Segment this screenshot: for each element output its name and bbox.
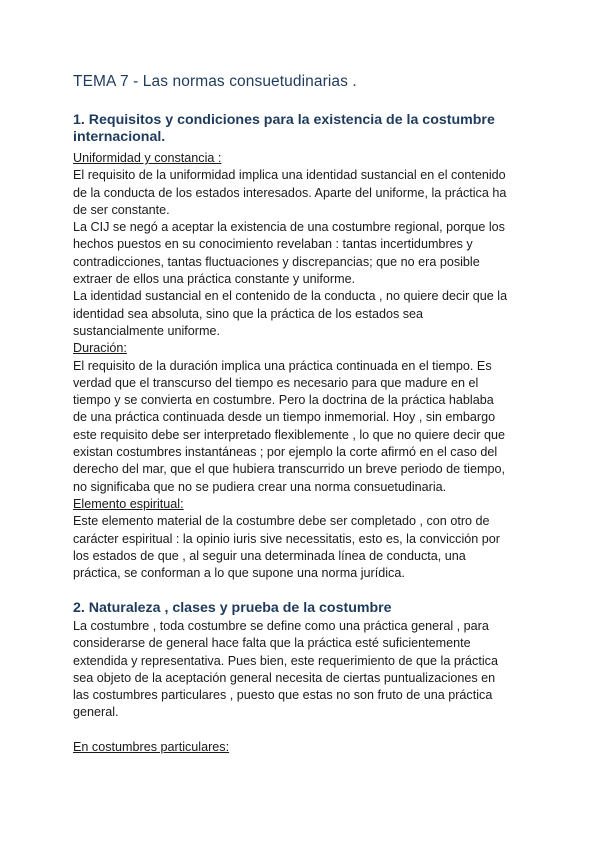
section-1-heading-line: 1. Requisitos y condiciones para la existencia de la costumbre: [73, 112, 495, 128]
subsection-uniformidad: [73, 150, 533, 582]
paragraph-line: general.: [73, 705, 119, 720]
subsection-label: Elemento espiritual:: [73, 496, 184, 511]
paragraph-line: de la conducta de los estados interesados. Aparte del uniforme, la práctica ha: [73, 185, 507, 200]
paragraph-line: derecho del mar, que el que hubiera transcurrido un breve periodo de tiempo,: [73, 462, 505, 477]
section-1-heading-line: internacional.: [73, 129, 166, 145]
paragraph-line: verdad que el transcurso del tiempo es necesario para que madure en el: [73, 375, 479, 390]
paragraph-line: La costumbre , toda costumbre se define como una práctica general , para: [73, 619, 489, 633]
paragraph-line: este requisito debe ser interpretado flexiblemente , lo que no quiere decir que: [73, 427, 505, 442]
subsection-label: Uniformidad y constancia :: [73, 151, 222, 165]
paragraph-line: tiempo y se convierta en costumbre. Pero la doctrina de la práctica hablaba: [73, 393, 494, 408]
section-2-body: [73, 618, 533, 722]
subsection-label: Duración:: [73, 341, 127, 356]
paragraph-line: extraer de ellos una práctica constante y uniforme.: [73, 272, 356, 287]
page-title: TEMA 7 - Las normas consuetudinarias .: [73, 73, 357, 90]
paragraph-line: carácter espiritual : la opinio iuris sive necessitatis, esto es, la convicción por: [73, 531, 500, 546]
paragraph-line: los estados de que , al seguir una determinada línea de conducta, una: [73, 548, 466, 563]
paragraph-line: considerarse de general hace falta que la práctica esté suficientemente: [73, 636, 471, 651]
paragraph-line: hechos puestos en su conocimiento revelaban : tantas incertidumbres y: [73, 237, 473, 252]
paragraph-line: existan costumbres instantáneas ; por ejemplo la corte afirmó en el caso del: [73, 445, 498, 460]
paragraph-line: práctica, se conforman a lo que supone una norma jurídica.: [73, 566, 405, 581]
section-2-heading: 2. Naturaleza , clases y prueba de la costumbre: [73, 600, 392, 616]
paragraph-line: La identidad sustancial en el contenido de la conducta , no quiere decir que la: [73, 289, 508, 304]
paragraph-line: sea objeto de la aceptación general necesita de ciertas puntualizaciones en: [73, 670, 496, 685]
paragraph-line: El requisito de la uniformidad implica una identidad sustancial en el contenido: [73, 168, 506, 183]
paragraph-line: sustancialmente uniforme.: [73, 323, 220, 338]
paragraph-line: El requisito de la duración implica una práctica continuada en el tiempo. Es: [73, 358, 492, 373]
paragraph-line: extendida y representativa. Pues bien, este requerimiento de que la práctica: [73, 653, 498, 668]
paragraph-line: de ser constante.: [73, 202, 170, 217]
paragraph-line: no significaba que no se pudiera crear una norma consuetudinaria.: [73, 479, 447, 494]
paragraph-line: identidad sea absoluta, sino que la práctica de los estados sea: [73, 306, 424, 321]
paragraph-line: La CIJ se negó a aceptar la existencia de una costumbre regional, porque los: [73, 220, 505, 235]
paragraph-line: Este elemento material de la costumbre debe ser completado , con otro de: [73, 514, 490, 529]
paragraph-line: de una práctica continuada desde un tiempo inmemorial. Hoy , sin embargo: [73, 410, 496, 425]
subsection-label: En costumbres particulares:: [73, 740, 230, 754]
paragraph-line: las costumbres particulares , puesto que estas no son fruto de una práctica: [73, 688, 493, 703]
section-1-heading: [73, 112, 495, 146]
paragraph-line: contradicciones, tantas fluctuaciones y discrepancias; que no era posible: [73, 254, 480, 269]
